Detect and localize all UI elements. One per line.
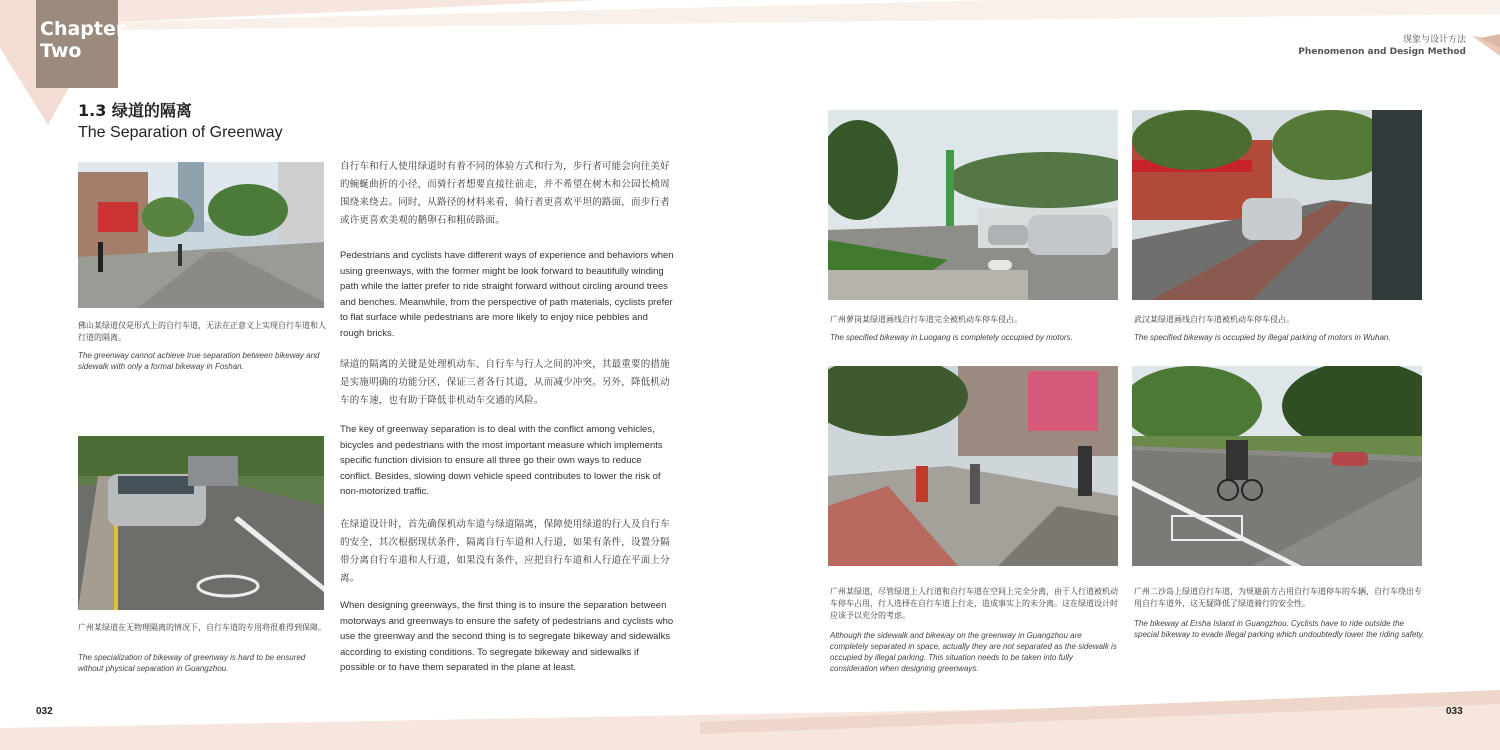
caption-guangzhou-bikeway-en: The specialization of bikeway of greenway is hard to be ensured without physical separation in Guangzhou. bbox=[78, 653, 306, 673]
caption-ersha-en: The bikeway at Ersha Island in Guangzhou. Cyclists have to ride outside the special bikeway to evade illegal parking which undoubtedly lower the riding safety. bbox=[1134, 619, 1425, 639]
caption-foshan-en: The greenway cannot achieve true separation between bikeway and sidewalk with only a formal bikeway in Foshan. bbox=[78, 351, 320, 371]
photo-foshan bbox=[78, 162, 324, 308]
section-title-cn: 1.3 绿道的隔离 bbox=[78, 101, 192, 120]
page-number-right: 033 bbox=[1446, 706, 1463, 717]
chapter-line1: Chapter bbox=[40, 18, 126, 40]
photo-ersha-island bbox=[1132, 366, 1422, 566]
paragraph-3-cn: 在绿道设计时，首先确保机动车道与绿道隔离，保障使用绿道的行人及自行车的安全，其次根据现状条件，隔离自行车道和人行道，如果有条件，设置分隔带分离自行车道和人行道，如果没有条件，应把自行车道和人行道在平面上分离。 bbox=[340, 519, 670, 584]
photo-guangzhou-sidewalk bbox=[828, 366, 1118, 566]
caption-ersha-cn: 广州二沙岛上绿道自行车道，为规避前方占用自行车道停车的车辆，自行车绕出专用自行车道外，这无疑降低了绿道骑行的安全性。 bbox=[1134, 587, 1422, 608]
caption-guangzhou-bikeway-cn: 广州某绿道在无物理隔离的情况下，自行车道的专用将很难得到保障。 bbox=[78, 623, 326, 632]
paragraph-3-en: When designing greenways, the first thing is to insure the separation between motorways and greenways to ensure the safety of pedestrians and cyclists who use the greenway and the second thing is to segregate bikeway and sidewalks according to existing conditions. To segregate bikeway and sidewalks if possible or to have them separated in the plane at least. bbox=[340, 600, 674, 673]
paragraph-2-en: The key of greenway separation is to deal with the conflict among vehicles, bicycles and pedestrians with the most important measure which implements specific function division to ensure all three go their own ways to reduce conflict. Besides, slowing down vehicle speed contributes to lower the risk of non-motorized traffic. bbox=[340, 424, 663, 497]
caption-guangzhou-sidewalk-en: Although the sidewalk and bikeway on the greenway in Guangzhou are completely separated in space, actually they are not separated as the sidewalk is occupied by illegal parking. This situation needs to be taken into fully consideration when designing greenways. bbox=[830, 631, 1117, 673]
running-header-en: Phenomenon and Design Method bbox=[1298, 47, 1466, 57]
paragraph-2-cn: 绿道的隔离的关键是处理机动车、自行车与行人之间的冲突，其最重要的措施是实施明确的功能分区，保证三者各行其道，从而减少冲突。另外，降低机动车的车速，也有助于降低非机动车交通的风险。 bbox=[340, 359, 670, 406]
photo-wuhan bbox=[1132, 110, 1422, 300]
chapter-label bbox=[40, 18, 125, 62]
caption-luogang-cn: 广州萝岗某绿道画线自行车道完全被机动车停车侵占。 bbox=[830, 315, 1022, 324]
photo-luogang bbox=[828, 110, 1118, 300]
caption-foshan-cn: 佛山某绿道仅是形式上的自行车道，无法在正意义上实现自行车道和人行道的隔离。 bbox=[78, 321, 326, 342]
running-header bbox=[1298, 34, 1466, 58]
chapter-line2: Two bbox=[40, 40, 82, 62]
paragraph-1-en: Pedestrians and cyclists have different ways of experience and behaviors when using greenways, with the former might be look forward to beautifully winding path while the latter prefer to ride straight forward without circling around trees and benches. Meanwhile, from the perspective of path materials, cyclists prefer to flat surface while pedestrians are more likely to enjoy nice pebbles and rough bricks. bbox=[340, 250, 674, 339]
running-header-cn: 现象与设计方法 bbox=[1402, 35, 1466, 45]
caption-guangzhou-sidewalk-cn: 广州某绿道，尽管绿道上人行道和自行车道在空间上完全分离，由于人行道被机动车停车占用，行人选择在自行车道上行走，造成事实上的未分离。这在绿道设计时应该予以充分的考虑。 bbox=[830, 587, 1118, 620]
photo-guangzhou-bikeway bbox=[78, 436, 324, 610]
paragraph-1-cn: 自行车和行人使用绿道时有着不同的体验方式和行为，步行者可能会向往美好的蜿蜒曲折的小径，而骑行者想要直接往前走，并不希望在树木和公园长椅周围绕来绕去。同时，从路径的材料来看，骑行者更喜欢平坦的路面，而步行者或许更喜欢美观的鹅卵石和粗砖路面。 bbox=[340, 161, 670, 226]
caption-luogang-en: The specified bikeway in Luogang is completely occupied by motors. bbox=[830, 333, 1073, 342]
caption-wuhan-en: The specified bikeway is occupied by illegal parking of motors in Wuhan. bbox=[1134, 333, 1391, 342]
section-title-en: The Separation of Greenway bbox=[78, 124, 283, 141]
caption-wuhan-cn: 武汉某绿道画线自行车道被机动车停车侵占。 bbox=[1134, 315, 1294, 324]
page-number-left: 032 bbox=[36, 706, 53, 717]
